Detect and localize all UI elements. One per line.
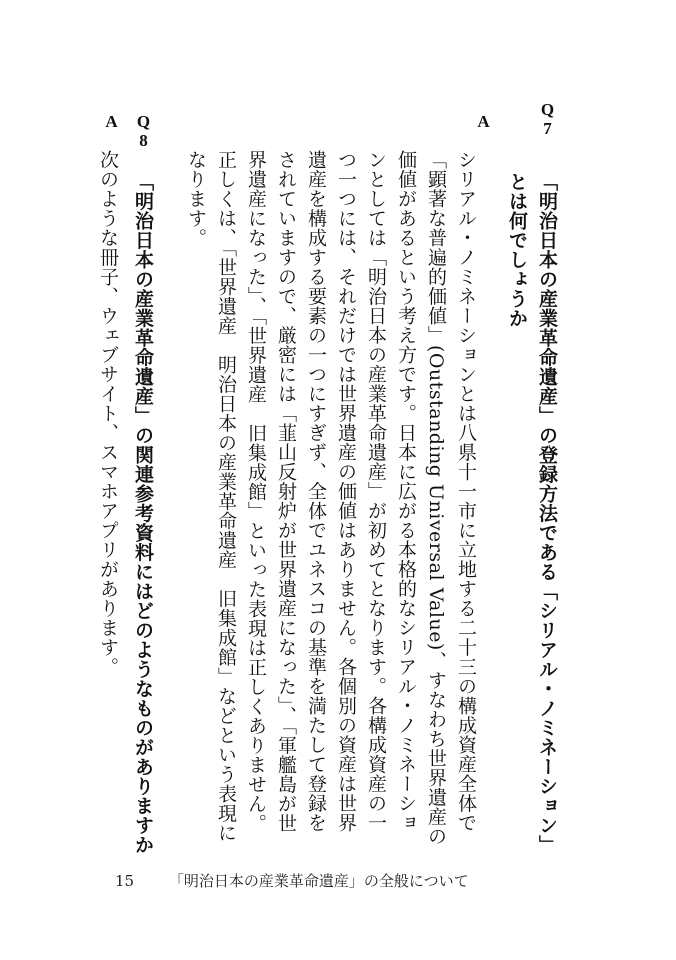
page-footer xyxy=(115,870,469,891)
a7-label: A xyxy=(474,112,493,131)
running-title: 「明治日本の産業革命遺産」の全般について xyxy=(168,872,469,890)
a7-answer: シリアル・ノミネーションとは八県十一市に立地する二十三の構成資産全体で「顕著な普遍的価値」(Outstanding Universal Value)、すなわち世界遺産の価値があるという考え方です。日本に広がる本格的なシリアル・ノミネーションとしては「明治日本の産業革命遺産」が初めてとなります。各構成資産の一つ一つには、それだけでは世界遺産の価値はありません。各個別の資産は世界遺産を構成する要素の一つにすぎず、全体でユネスコの基準を満たして登録をされていますので、厳密には「韮山反射炉が世界遺産になった」、「軍艦島が世界遺産になった」、「世界遺産 旧集成館」といった表現は正しくありません。正しくは、「世界遺産 明治日本の産業革命遺産 旧集成館」などという表現になります。 xyxy=(185,150,477,846)
q7-label: Q7 xyxy=(538,100,557,138)
a8-answer: 次のような冊子、ウェブサイト、スマホアプリがあります。 xyxy=(97,150,119,677)
page-number: 15 xyxy=(115,872,135,890)
a8-label: A xyxy=(102,112,121,131)
q8-label: Q8 xyxy=(134,112,153,150)
q8-question: 「明治日本の産業革命遺産」の関連参考資料にはどのようなものがありますか xyxy=(132,172,154,855)
q7-question: 「明治日本の産業革命遺産」の登録方法である「シリアル・ノミネーション」とは何でしょうか xyxy=(506,172,558,855)
